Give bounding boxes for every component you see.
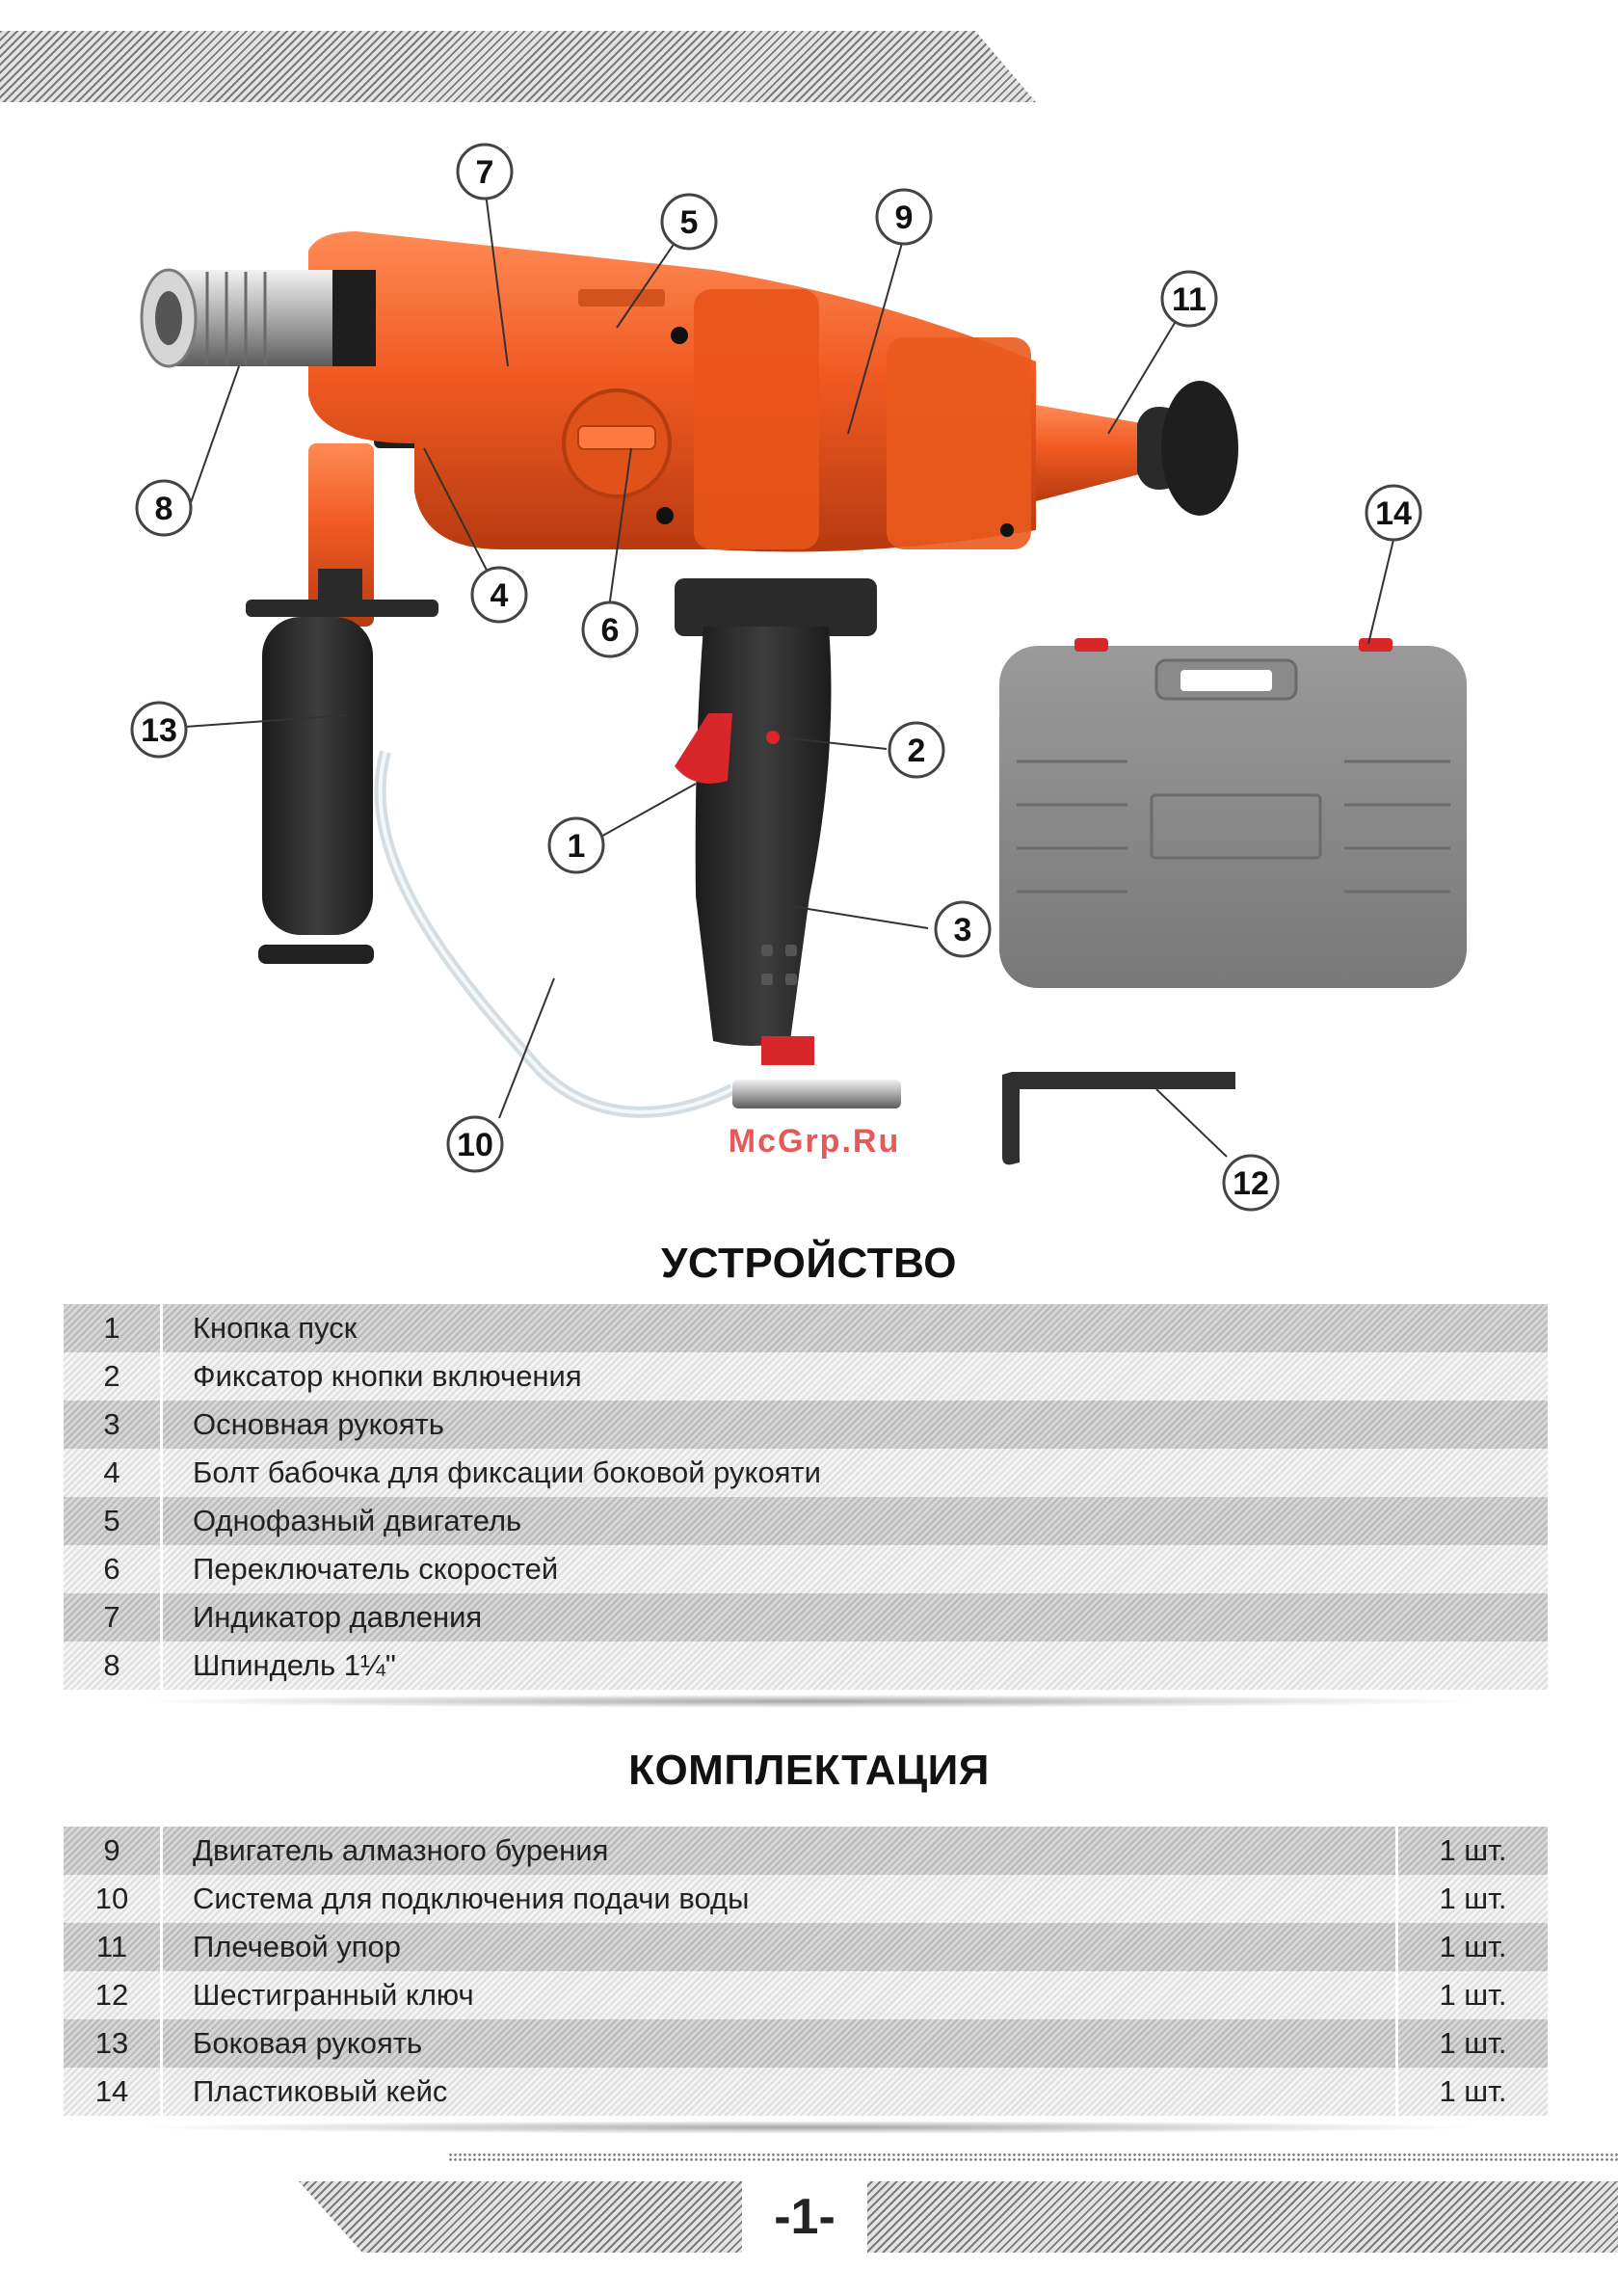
row-quantity: 1 шт.	[1439, 2074, 1507, 2108]
svg-text:7: 7	[475, 154, 494, 191]
callout-8	[137, 481, 191, 535]
svg-text:9: 9	[894, 200, 914, 236]
row-number: 7	[103, 1600, 120, 1634]
row-number: 3	[103, 1407, 120, 1441]
svg-text:2: 2	[907, 733, 926, 769]
table-row	[64, 2068, 1548, 2116]
spindle	[142, 270, 376, 366]
row-text: Основная рукоять	[193, 1407, 444, 1441]
table-shadow	[135, 2121, 1484, 2134]
svg-text:10: 10	[457, 1127, 493, 1163]
svg-text:5: 5	[679, 204, 699, 241]
svg-text:12: 12	[1233, 1165, 1269, 1202]
kit-section-title: КОМПЛЕКТАЦИЯ	[628, 1747, 990, 1794]
row-quantity: 1 шт.	[1439, 1930, 1507, 1963]
table-row	[64, 2019, 1548, 2068]
callout-14	[1366, 486, 1420, 540]
callout-2	[889, 723, 943, 777]
callout-9	[877, 190, 931, 244]
table-row	[64, 1642, 1548, 1690]
row-number: 2	[103, 1359, 120, 1393]
row-number: 11	[95, 1930, 128, 1963]
callout-5	[662, 195, 716, 249]
row-quantity: 1 шт.	[1439, 1833, 1507, 1867]
callout-3	[936, 902, 990, 956]
row-number: 6	[103, 1552, 120, 1586]
product-illustration	[0, 125, 1618, 1224]
row-number: 1	[103, 1311, 120, 1345]
table-row	[64, 1545, 1548, 1593]
table-row	[64, 1352, 1548, 1401]
row-number: 9	[103, 1833, 120, 1867]
row-number: 12	[94, 1978, 129, 2012]
table-row	[64, 1923, 1548, 1971]
callout-7	[458, 145, 512, 199]
row-number: 8	[103, 1648, 120, 1682]
watermark: McGrp.Ru	[728, 1123, 901, 1160]
row-text: Плечевой упор	[193, 1930, 402, 1963]
row-number: 13	[94, 2026, 129, 2060]
hex-key	[1002, 1072, 1235, 1164]
row-text: Шпиндель 1¼"	[193, 1648, 396, 1682]
footer-dotted-line	[448, 2152, 1618, 2162]
svg-text:8: 8	[154, 491, 173, 527]
callout-13	[132, 703, 186, 757]
svg-text:4: 4	[490, 577, 509, 614]
row-text: Индикатор давления	[193, 1600, 483, 1634]
svg-text:6: 6	[600, 612, 620, 649]
row-text: Переключатель скоростей	[193, 1552, 559, 1586]
table-row	[64, 1827, 1548, 1875]
row-text: Боковая рукоять	[193, 2026, 423, 2060]
row-quantity: 1 шт.	[1439, 1882, 1507, 1915]
row-text: Пластиковый кейс	[193, 2074, 448, 2108]
main-handle	[675, 578, 901, 1108]
row-text: Кнопка пуск	[193, 1311, 358, 1345]
row-number: 4	[103, 1455, 120, 1489]
svg-text:3: 3	[953, 912, 972, 948]
row-quantity: 1 шт.	[1439, 2026, 1507, 2060]
table-row	[64, 1449, 1548, 1497]
callout-1	[549, 818, 603, 872]
row-text: Система для подключения подачи воды	[193, 1882, 750, 1915]
plastic-case	[999, 638, 1467, 988]
row-text: Болт бабочка для фиксации боковой рукояти	[193, 1455, 821, 1489]
table-row	[64, 1497, 1548, 1545]
table-row	[64, 1971, 1548, 2019]
callout-4	[472, 568, 526, 622]
table-row	[64, 1593, 1548, 1642]
row-quantity: 1 шт.	[1439, 1978, 1507, 2012]
kit-table	[64, 1827, 1548, 2116]
row-text: Шестигранный ключ	[193, 1978, 474, 2012]
top-decorative-band	[0, 31, 1036, 102]
row-text: Однофазный двигатель	[193, 1504, 522, 1537]
callout-12	[1224, 1156, 1278, 1210]
bottom-decorative-band	[299, 2181, 1618, 2253]
device-section-title: УСТРОЙСТВО	[660, 1240, 957, 1287]
row-number: 10	[94, 1882, 129, 1915]
water-hose	[381, 752, 732, 1112]
svg-text:11: 11	[1172, 281, 1207, 318]
callout-6	[583, 602, 637, 656]
table-shadow	[135, 1695, 1484, 1708]
row-text: Фиксатор кнопки включения	[193, 1359, 582, 1393]
table-row	[64, 1304, 1548, 1352]
row-number: 5	[103, 1504, 120, 1537]
table-row	[64, 1875, 1548, 1923]
device-table	[64, 1304, 1548, 1690]
drill-motor-body	[308, 231, 1036, 552]
svg-text:14: 14	[1375, 495, 1412, 532]
row-text: Двигатель алмазного бурения	[193, 1833, 609, 1867]
shoulder-stop	[1036, 381, 1238, 516]
page-number: -1-	[742, 2180, 867, 2254]
svg-text:1: 1	[567, 828, 586, 865]
table-row	[64, 1401, 1548, 1449]
row-number: 14	[94, 2074, 129, 2108]
svg-text:13: 13	[141, 712, 177, 749]
callout-11	[1162, 272, 1216, 326]
callout-10	[448, 1117, 502, 1171]
